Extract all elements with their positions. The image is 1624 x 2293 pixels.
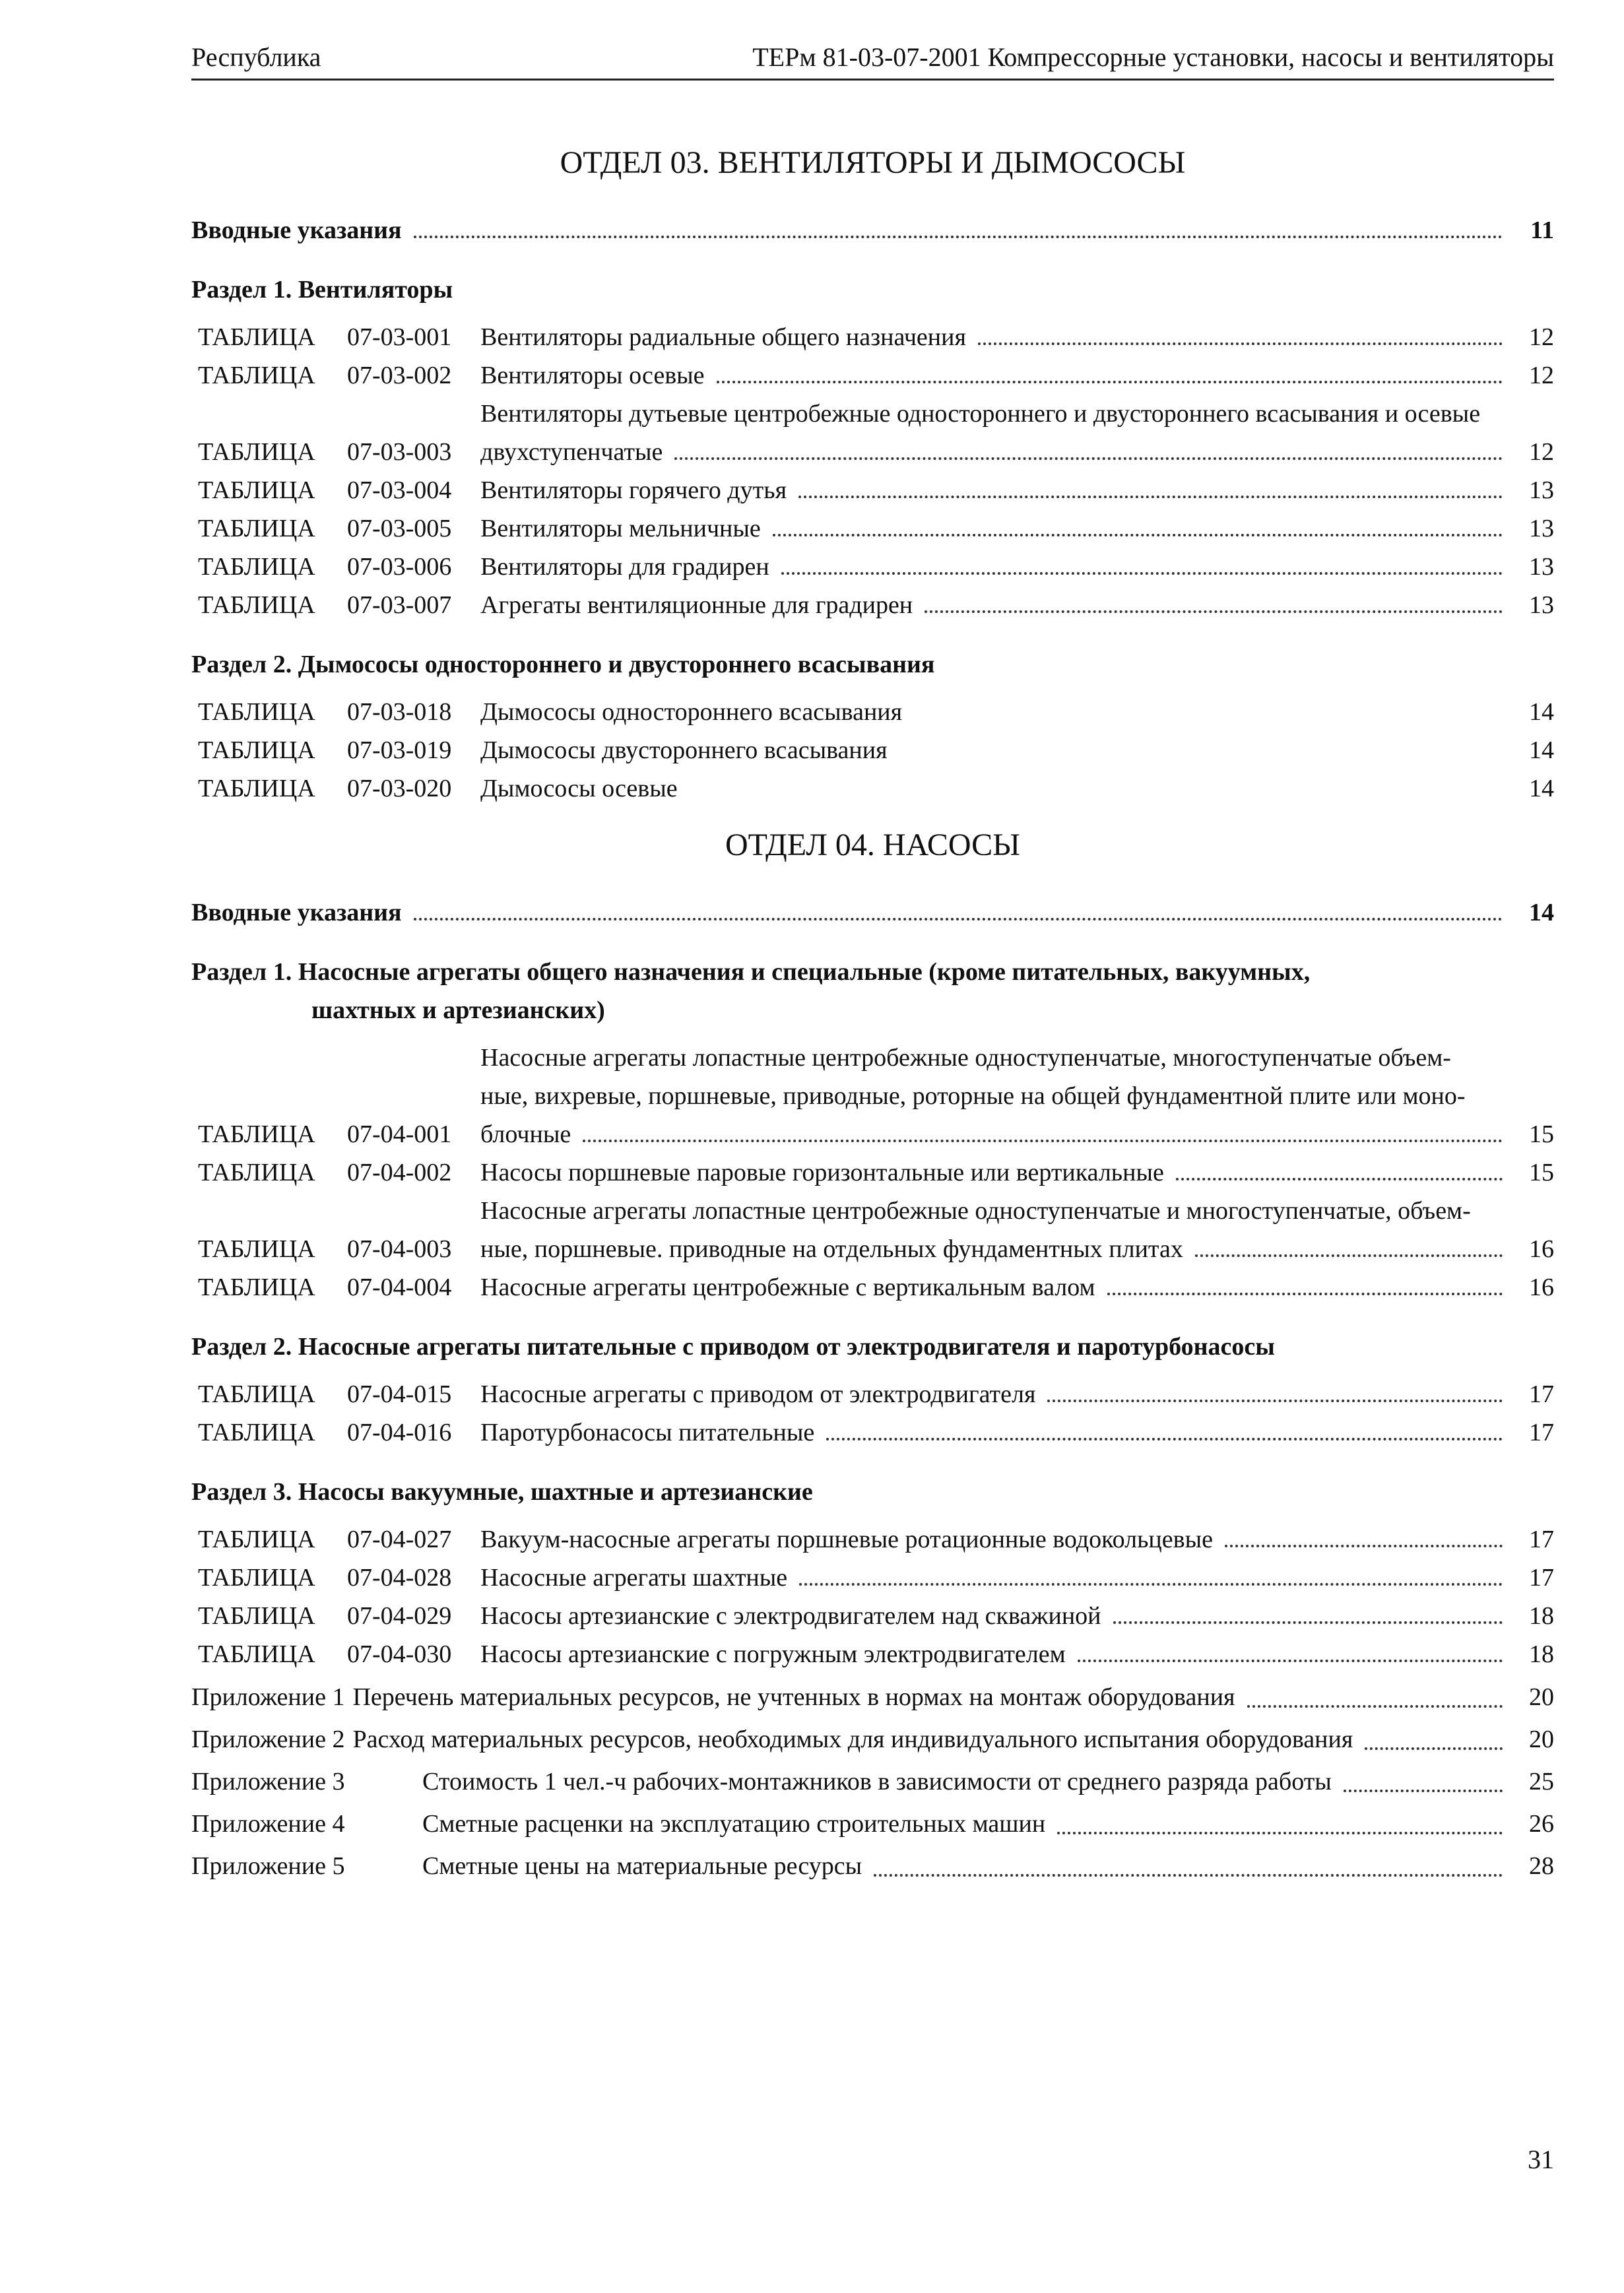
appendix-entry[interactable] [191,1760,1554,1803]
table-desc-line: Вентиляторы радиальные общего назначения [480,323,966,351]
appendix-desc: Сметные цены на материальные ресурсы [422,1852,862,1880]
table-desc [480,318,1514,356]
dot-leader [1078,1660,1503,1662]
toc-section [191,1328,1554,1452]
table-label: ТАБЛИЦА [198,476,315,504]
page-ref: 17 [1529,1380,1554,1408]
appendix-label: Приложение 5 [191,1852,345,1880]
section-title-line: Раздел 2. Насосные агрегаты питательные с приводом от электродвигателя и паротурбонасосы [191,1333,1275,1361]
table-label: ТАБЛИЦА [198,1526,315,1553]
page-ref: 18 [1529,1602,1554,1630]
table-code: 07-03-006 [347,553,452,581]
intro-desc [191,211,1514,249]
department-03-title: ОТДЕЛ 03. ВЕНТИЛЯТОРЫ И ДЫМОСОСЫ [560,145,1186,180]
page-ref: 15 [1529,1159,1554,1186]
appendix-label: Приложение 2 [191,1726,345,1753]
page-ref: 17 [1529,1564,1554,1592]
table-entry[interactable] [191,693,1554,731]
table-code: 07-03-020 [347,775,452,802]
appendix-label: Приложение 3 [191,1768,345,1795]
table-desc-line: двухступенчатые [480,438,663,466]
section-title [191,1328,1554,1366]
table-desc [480,1559,1514,1597]
table-label: ТАБЛИЦА [198,1235,315,1263]
table-desc-line: Паротурбонасосы питательные [480,1419,815,1446]
table-entry[interactable] [191,1635,1554,1673]
dot-leader [1047,1400,1503,1402]
page-ref: 25 [1529,1768,1554,1795]
page-ref: 11 [1530,216,1554,244]
page-number: 31 [1528,2145,1554,2174]
intro-desc [191,893,1514,932]
running-header-left: Республика [191,42,321,72]
table-desc-line: Насосные агрегаты с приводом от электродвигателя [480,1380,1036,1408]
page-ref: 13 [1529,476,1554,504]
table-code: 07-03-003 [347,438,452,466]
dot-leader [826,1438,1503,1440]
dot-leader [1195,1254,1503,1257]
table-code: 07-04-004 [347,1274,452,1301]
appendix-desc: Расход материальных ресурсов, необходимых для индивидуального испытания оборудования [352,1726,1353,1753]
table-desc-line: Насосные агрегаты лопастные центробежные одноступенчатые и многоступенчатые, объем- [480,1197,1471,1225]
page-ref: 28 [1529,1852,1554,1880]
table-desc [480,1192,1514,1268]
table-desc-line: Насосные агрегаты центробежные с вертикальным валом [480,1274,1095,1301]
table-code: 07-04-028 [347,1564,452,1592]
table-entry[interactable] [191,731,1554,769]
appendix-entry[interactable] [191,1718,1554,1760]
table-code: 07-04-027 [347,1526,452,1553]
table-desc-line: Вакуум-насосные агрегаты поршневые ротационные водокольцевые [480,1526,1213,1553]
table-label: ТАБЛИЦА [198,362,315,389]
table-code: 07-03-004 [347,476,452,504]
table-desc [480,548,1514,586]
section-title-line: Раздел 1. Вентиляторы [191,276,453,304]
dot-leader [1057,1832,1503,1834]
table-desc-line: ные, вихревые, поршневые, приводные, роторные на общей фундаментной плите или моно- [480,1082,1466,1110]
table-entry[interactable] [191,1268,1554,1307]
toc-section [191,953,1554,1307]
page-ref: 20 [1529,1683,1554,1711]
table-desc [480,1520,1514,1559]
section-title-line: Раздел 2. Дымососы одностороннего и двустороннего всасывания [191,651,935,678]
section-title [191,1473,1554,1511]
page-ref: 16 [1529,1274,1554,1301]
toc-section [191,1473,1554,1673]
running-header-right: ТЕРм 81-03-07-2001 Компрессорные установки, насосы и вентиляторы [752,42,1554,72]
table-desc [480,693,1514,731]
table-desc [480,1413,1514,1452]
appendix-label: Приложение 1 [191,1683,345,1711]
table-label: ТАБЛИЦА [198,1602,315,1630]
table-entry[interactable] [191,471,1554,509]
table-desc-line: Дымососы осевые [480,775,678,802]
toc-section [191,645,1554,808]
table-desc [480,1375,1514,1413]
table-desc-line: блочные [480,1120,571,1148]
intro-entry[interactable] [191,893,1554,932]
table-label: ТАБЛИЦА [198,775,315,802]
page-ref: 15 [1529,1120,1554,1148]
table-desc-line: Вентиляторы для градирен [480,553,769,581]
table-code: 07-04-015 [347,1380,452,1408]
appendix-entry[interactable] [191,1676,1554,1718]
toc-section [191,271,1554,624]
table-desc-line: Насосные агрегаты лопастные центробежные одноступенчатые, многоступенчатые объем- [480,1044,1451,1072]
section-title-line: Раздел 3. Насосы вакуумные, шахтные и артезианские [191,1478,813,1506]
table-label: ТАБЛИЦА [198,515,315,542]
appendix-label: Приложение 4 [191,1810,345,1838]
dot-leader [1225,1545,1503,1547]
appendices-list [191,1676,1554,1887]
table-desc [480,1153,1514,1192]
table-desc-line: Насосы артезианские с электродвигателем над скважиной [480,1602,1101,1630]
table-desc-line: Насосы артезианские с погружным электродвигателем [480,1640,1066,1668]
table-entry[interactable] [191,509,1554,548]
appendix-entry[interactable] [191,1803,1554,1845]
table-desc-line: Вентиляторы осевые [480,362,705,389]
table-entry[interactable] [191,1520,1554,1559]
table-label: ТАБЛИЦА [198,591,315,619]
page-ref: 17 [1529,1526,1554,1553]
table-desc-line: Агрегаты вентиляционные для градирен [480,591,913,619]
section-title [191,953,1554,1029]
dot-leader [925,610,1503,613]
dot-leader [674,457,1503,460]
table-entry[interactable] [191,1039,1554,1153]
table-entry[interactable] [191,356,1554,395]
page-ref: 12 [1529,438,1554,466]
page-ref: 13 [1529,591,1554,619]
appendix-desc: Перечень материальных ресурсов, не учтенных в нормах на монтаж оборудования [352,1683,1235,1711]
table-desc-line: Вентиляторы горячего дутья [480,476,787,504]
table-entry[interactable] [191,318,1554,356]
dot-leader [799,1583,1503,1586]
department-04-contents [191,893,1554,1673]
table-entry[interactable] [191,1192,1554,1268]
page-ref: 14 [1529,775,1554,802]
table-desc-line: Дымососы одностороннего всасывания [480,698,903,726]
page-ref: 13 [1529,515,1554,542]
table-code: 07-03-005 [347,515,452,542]
section-title [191,645,1554,684]
table-desc [480,1039,1514,1153]
table-entry[interactable] [191,395,1554,471]
dot-leader [1247,1705,1503,1708]
table-desc-line: Вентиляторы дутьевые центробежные одностороннего и двустороннего всасывания и осевые [480,400,1481,428]
section-title [191,271,1554,309]
appendix-desc: Стоимость 1 чел.-ч рабочих-монтажников в зависимости от среднего разряда работы [422,1768,1332,1795]
table-desc-line: Насосы поршневые паровые горизонтальные или вертикальные [480,1159,1164,1186]
table-code: 07-03-002 [347,362,452,389]
department-04-title: ОТДЕЛ 04. НАСОСЫ [725,827,1021,862]
document-page [191,36,1554,1887]
page-ref: 18 [1529,1640,1554,1668]
table-label: ТАБЛИЦА [198,323,315,351]
table-label: ТАБЛИЦА [198,1640,315,1668]
intro-label: Вводные указания [191,899,402,926]
table-code: 07-03-018 [347,698,452,726]
table-desc-line: ные, поршневые. приводные на отдельных фундаментных плитах [480,1235,1183,1263]
table-code: 07-03-007 [347,591,452,619]
dot-leader [1365,1747,1503,1750]
page-ref: 20 [1529,1726,1554,1753]
table-entry[interactable] [191,1559,1554,1597]
table-code: 07-04-001 [347,1120,452,1148]
dot-leader [1107,1293,1503,1295]
table-desc [480,395,1514,471]
table-desc [480,471,1514,509]
intro-entry[interactable] [191,211,1554,249]
table-entry[interactable] [191,1375,1554,1413]
table-desc-line: Насосные агрегаты шахтные [480,1564,788,1592]
section-title-line: шахтных и артезианских) [311,996,605,1024]
table-entry[interactable] [191,1153,1554,1192]
table-code: 07-04-003 [347,1235,452,1263]
table-desc-line: Вентиляторы мельничные [480,515,761,542]
table-desc [480,769,1514,808]
page-ref: 13 [1529,553,1554,581]
dot-leader [773,534,1503,536]
table-desc [480,586,1514,624]
table-label: ТАБЛИЦА [198,1419,315,1446]
table-desc [480,1597,1514,1635]
dot-leader [583,1140,1503,1142]
page-ref: 26 [1529,1810,1554,1838]
table-code: 07-04-030 [347,1640,452,1668]
table-code: 07-04-016 [347,1419,452,1446]
page-ref: 14 [1529,736,1554,764]
page-ref: 14 [1529,698,1554,726]
table-entry[interactable] [191,769,1554,808]
dot-leader [874,1874,1503,1877]
dot-leader [1113,1621,1503,1624]
appendix-desc: Сметные расценки на эксплуатацию строительных машин [422,1810,1046,1838]
table-desc-line: Дымососы двустороннего всасывания [480,736,888,764]
table-label: ТАБЛИЦА [198,698,315,726]
dot-leader [798,496,1503,498]
table-entry[interactable] [191,548,1554,586]
table-desc [480,1635,1514,1673]
table-label: ТАБЛИЦА [198,1120,315,1148]
dot-leader [978,342,1503,345]
table-code: 07-04-002 [347,1159,452,1186]
page-ref: 12 [1529,323,1554,351]
dot-leader [781,572,1503,575]
page-ref: 12 [1529,362,1554,389]
running-header [191,36,1554,81]
table-label: ТАБЛИЦА [198,553,315,581]
table-entry[interactable] [191,586,1554,624]
table-label: ТАБЛИЦА [198,438,315,466]
table-entry[interactable] [191,1597,1554,1635]
table-label: ТАБЛИЦА [198,1564,315,1592]
table-desc [480,731,1514,769]
table-label: ТАБЛИЦА [198,1380,315,1408]
table-desc [480,1268,1514,1307]
table-code: 07-04-029 [347,1602,452,1630]
dot-leader [717,381,1503,383]
table-entry[interactable] [191,1413,1554,1452]
table-label: ТАБЛИЦА [198,736,315,764]
section-title-line: Раздел 1. Насосные агрегаты общего назначения и специальные (кроме питательных, вакуумных, [191,958,1311,986]
table-desc [480,509,1514,548]
intro-label: Вводные указания [191,216,402,244]
table-label: ТАБЛИЦА [198,1274,315,1301]
dot-leader [414,918,1503,920]
page-ref: 17 [1529,1419,1554,1446]
dot-leader [414,236,1503,238]
department-03-contents [191,211,1554,808]
page-ref: 14 [1529,899,1554,926]
page-ref: 16 [1529,1235,1554,1263]
table-label: ТАБЛИЦА [198,1159,315,1186]
table-code: 07-03-019 [347,736,452,764]
table-code: 07-03-001 [347,323,452,351]
appendix-entry[interactable] [191,1845,1554,1887]
dot-leader [1176,1178,1503,1180]
dot-leader [1344,1790,1503,1792]
table-desc [480,356,1514,395]
